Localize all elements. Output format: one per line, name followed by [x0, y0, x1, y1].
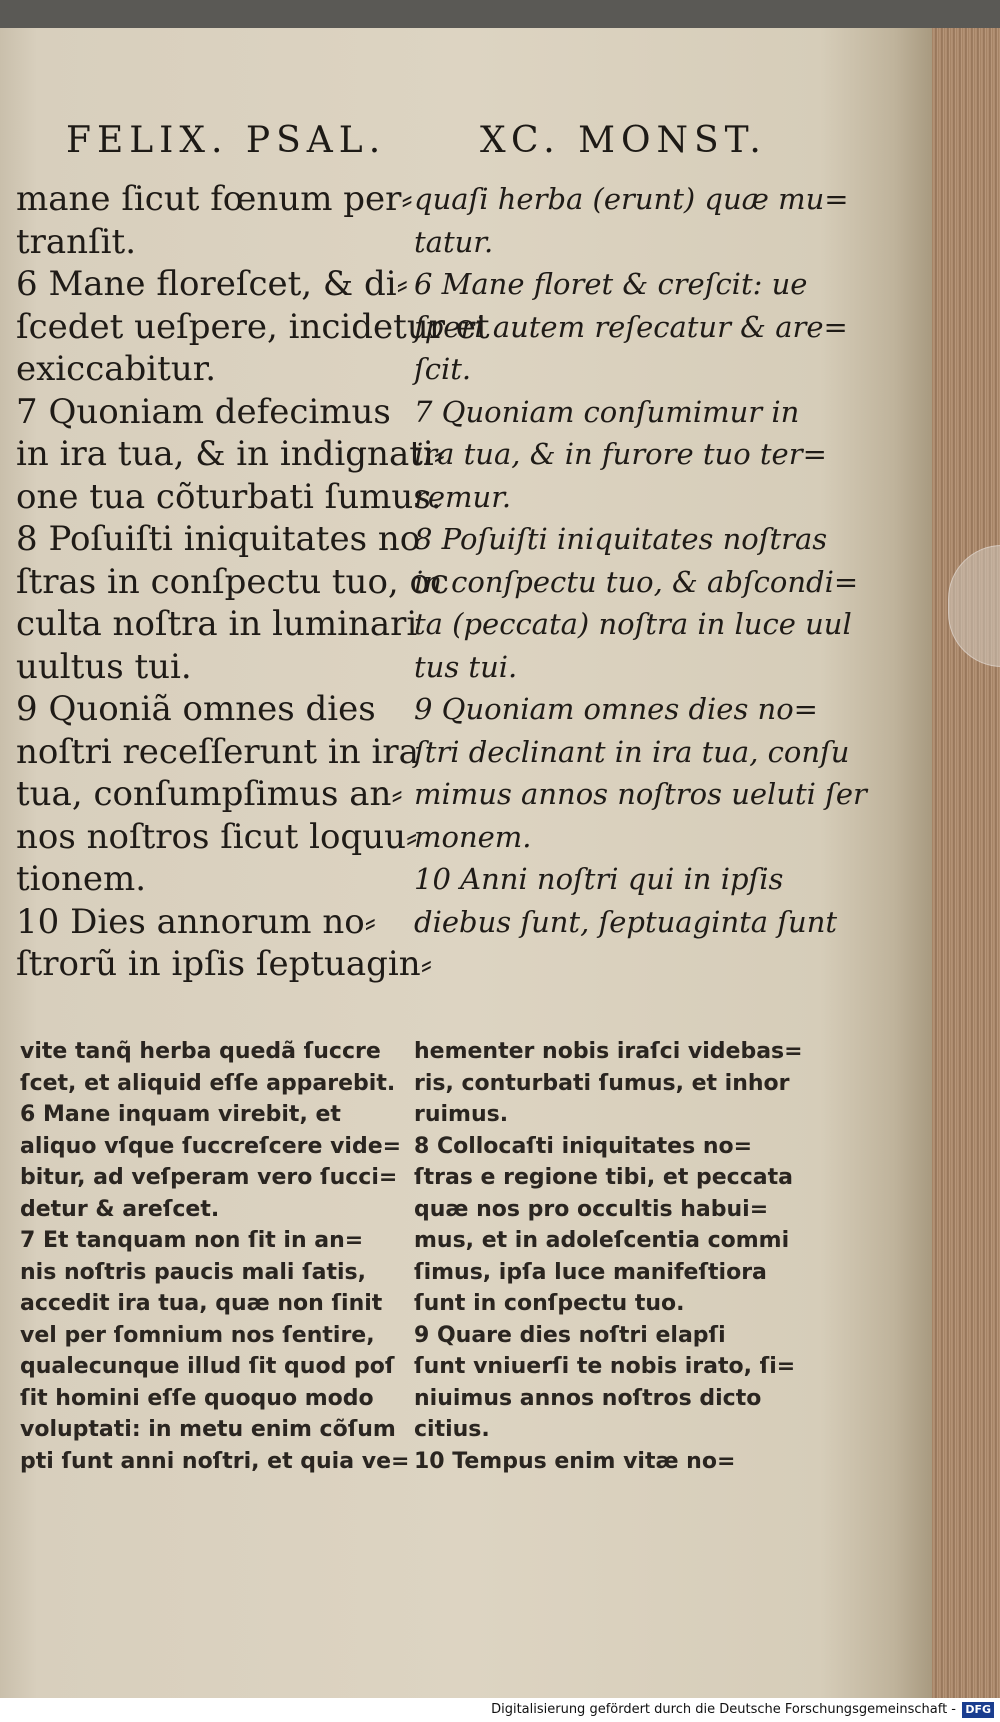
text-line: niuimus annos noſtros dicto: [414, 1385, 762, 1411]
text-line: one tua cõturbati ſumus.: [16, 476, 442, 517]
text-line: aliquo vſque ſuccreſcere vide=: [20, 1133, 402, 1159]
text-line: nos noſtros ſicut loquu⸗: [16, 816, 418, 857]
text-line: 6 Mane floreſcet, & di⸗: [16, 264, 408, 304]
running-head-left: FELIX. PSAL.: [66, 120, 387, 161]
text-line: voluptati: in metu enim cõſum: [20, 1417, 396, 1442]
text-line: 8 Poſuiſti iniquitates no: [16, 519, 421, 559]
dfg-logo: DFG: [962, 1702, 994, 1718]
text-line: exiccabitur.: [16, 349, 217, 389]
text-line: in conſpectu tuo, & abſcondi=: [414, 564, 859, 599]
text-line: ſtras in conſpectu tuo, oc: [16, 561, 450, 602]
text-line: mane ſicut fœnum per⸗: [16, 179, 413, 219]
text-line: ſit homini eſſe quoquo modo: [20, 1385, 374, 1411]
text-line: ſunt vniuerſi te nobis irato, ſi=: [414, 1354, 796, 1379]
text-line: accedit ira tua, quæ non ſinit: [20, 1291, 383, 1316]
text-line: ſperi autem reſecatur & are=: [414, 309, 848, 344]
text-line: mimus annos noſtros ueluti ſer: [414, 777, 867, 811]
text-line: uultus tui.: [16, 646, 192, 687]
text-line: ta (peccata) noſtra in luce uul: [414, 607, 852, 641]
text-line: in ira tua, & in indignati⸗: [16, 434, 446, 474]
book-fore-edge: [932, 28, 1000, 1698]
text-line: ſtras e regione tibi, et peccata: [414, 1165, 793, 1190]
text-line: 9 Quoniã omnes dies: [16, 689, 376, 729]
column-paraphrase-right: [414, 1036, 844, 1477]
text-line: pti ſunt anni noſtri, et quia ve=: [20, 1448, 410, 1474]
text-line: hementer nobis iraſci videbas=: [414, 1039, 803, 1064]
text-line: quaſi herba (erunt) quæ mu=: [414, 182, 849, 216]
text-line: 7 Quoniam conſumimur in: [414, 394, 800, 429]
text-line: 7 Quoniam defecimus: [16, 391, 391, 432]
text-line: ſcedet ueſpere, incidetur et: [16, 306, 490, 347]
book-page: [0, 28, 932, 1698]
text-line: monem.: [414, 819, 532, 854]
text-line: tua, conſumpſimus an⸗: [16, 774, 403, 814]
text-line: nis noſtris paucis mali ſatis,: [20, 1259, 366, 1285]
text-line: vel per ſomnium nos ſentire,: [20, 1322, 375, 1348]
text-line: 10 Dies annorum no⸗: [16, 901, 377, 942]
text-line: vite tanq̃ herba quedã ſuccre: [20, 1039, 381, 1064]
text-line: culta noſtra in luminari: [16, 604, 418, 644]
text-line: 6 Mane floret & creſcit: ue: [414, 267, 808, 301]
text-line: diebus ſunt, ſeptuaginta ſunt: [414, 904, 838, 939]
text-line: ſtri declinant in ira tua, conſu: [414, 734, 850, 769]
column-latin-italic: [414, 178, 867, 943]
text-line: 8 Poſuiſti iniquitates noſtras: [414, 522, 828, 556]
text-line: ſtrorũ in ipſis ſeptuagin⸗: [16, 944, 433, 984]
text-line: ſunt in conſpectu tuo.: [414, 1291, 685, 1316]
text-line: 9 Quare dies noſtri elapſi: [414, 1322, 726, 1348]
text-line: ris, conturbati ſumus, et inhor: [414, 1070, 790, 1096]
text-line: tionem.: [16, 859, 147, 899]
text-line: ira tua, & in furore tuo ter=: [414, 437, 827, 471]
text-line: noſtri receſſerunt in ira: [16, 731, 419, 772]
text-line: 9 Quoniam omnes dies no=: [414, 692, 818, 726]
text-line: ſcit.: [414, 352, 472, 386]
text-line: 6 Mane inquam virebit, et: [20, 1102, 341, 1127]
text-line: detur & areſcet.: [20, 1196, 220, 1222]
text-line: ſcet, et aliquid eſſe apparebit.: [20, 1070, 396, 1096]
funding-credit: Digitalisierung gefördert durch die Deutsche Forschungsgemeinschaft -: [491, 1702, 956, 1717]
text-line: tranſit.: [16, 221, 137, 262]
text-line: bitur, ad veſperam vero ſucci=: [20, 1165, 398, 1190]
text-line: ruimus.: [414, 1102, 509, 1127]
text-line: ſimus, ipſa luce manifeſtiora: [414, 1259, 767, 1285]
text-line: citius.: [414, 1417, 490, 1442]
footer-bar: [0, 1698, 1000, 1722]
column-paraphrase-left: [20, 1036, 410, 1477]
text-line: quæ nos pro occultis habui=: [414, 1196, 769, 1222]
text-line: remur.: [414, 479, 512, 514]
text-line: tus tui.: [414, 649, 518, 684]
text-line: 7 Et tanquam non ſit in an=: [20, 1228, 364, 1253]
text-line: tatur.: [414, 224, 494, 259]
text-line: 8 Collocaſti iniquitates no=: [414, 1133, 753, 1159]
text-line: 10 Tempus enim vitæ no=: [414, 1448, 736, 1474]
text-line: mus, et in adoleſcentia commi: [414, 1228, 790, 1253]
text-line: qualecunque illud ſit quod poſ: [20, 1354, 395, 1379]
text-line: 10 Anni noſtri qui in ipſis: [414, 862, 784, 896]
running-head-right: XC. MONST.: [480, 120, 767, 161]
